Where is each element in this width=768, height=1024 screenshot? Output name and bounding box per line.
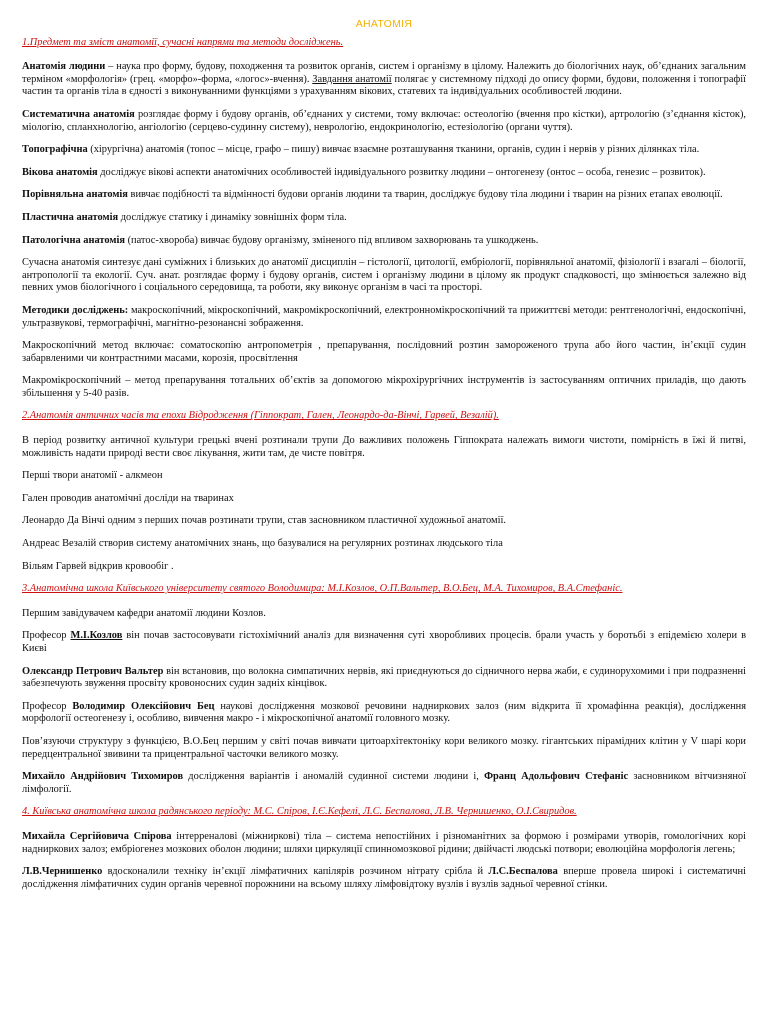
paragraph-text: наукові дослідження мозкової речовини надниркових залоз (ним відкрита її хромафінна реакція), дослідження морфології остеогенезу і, особливо, вивчення макро - і мікроскопічної анатомії головного мозку.: [22, 700, 746, 725]
paragraph: [22, 736, 746, 761]
section-heading: 2.Анатомія античних часів та епохи Відродження (Гіппократ, Гален, Леонардо-да-Вінчі, Гарвей, Везалій).: [22, 410, 499, 422]
paragraph: [22, 235, 746, 248]
paragraph-text: Леонардо Да Вінчі одним з перших почав розтинати трупи, став засновником пластичної художньої анатомії.: [22, 515, 506, 527]
paragraph: [22, 61, 746, 99]
paragraph-text: він встановив, що волокна симпатичних нервів, які приєднуються до сідничного нерва жаби, є судинорухомими і при подразненні забезпечують звуження просвіту кровоносних судин задніх кінцівок.: [22, 665, 747, 690]
paragraph-text-secondary: засновником вітчизняної лімфології.: [22, 771, 746, 795]
paragraph-text: вивчає подібності та відмінності будови органів людини та тварин, досліджує будову тіла людини і тварин на різних етапах еволюції.: [127, 189, 723, 201]
paragraph-text: досліджує вікові аспекти анатомічних особливостей індивідуального розвитку людини – онтогенезу (онтос – особа, генезис – розвиток).: [97, 166, 706, 178]
paragraph: [22, 144, 746, 157]
paragraph-text: він почав застосовувати гістохімічний аналіз для визначення суті хворобливих процесів. брали участь у боротьбі з епідемією холери в Києві: [22, 630, 746, 654]
paragraph-text: Пов’язуючи структуру з функцією, В.О.Бец першим у світі почав вивчати цитоархітектоніку кори великого мозку. гігантських пірамідних клітин у V шарі кори передцентральної звивини та прицентральної часточки великого мозку.: [22, 735, 746, 760]
term-name-secondary: Франц Адольфович Стефаніс: [484, 771, 629, 783]
term-name: Анатомія людини: [22, 61, 106, 73]
term-name: Топографічна: [22, 144, 88, 156]
section-heading: 1.Предмет та зміст анатомії, сучасні напрями та методи досліджень.: [22, 36, 344, 48]
paragraph-text-secondary: полягає у системному підході до опису форми, будови, положення і топографії частин та органів тіла в єдності з виконуванними функціями з урахуванням вікових, статевих та індивідуальних особливостей людини.: [22, 73, 746, 98]
term-name: Вікова анатомія: [22, 166, 98, 178]
paragraph-text: розглядає форму і будову органів, об’єднаних у системи, тому включає: остеологію (вчення про кістки), артрологію (з’єднання кісток), міологію, спланхнологію, ангіологію (серцево-судинну систему), неврологію, ендокринологію, естезіологію (органи чуття).: [22, 108, 747, 133]
paragraph: [22, 538, 746, 551]
term-name: М.І.Козлов: [70, 630, 123, 642]
term-name: Систематична анатомія: [22, 108, 135, 120]
paragraph: [22, 608, 746, 621]
paragraph: [22, 189, 746, 202]
term-name: Пластична анатомія: [22, 211, 119, 223]
term-name: Порівняльна анатомія: [22, 189, 128, 201]
paragraph: [22, 305, 746, 330]
paragraph: [22, 212, 746, 225]
paragraph-prefix: Професор: [22, 700, 73, 712]
paragraph-text: Макромікроскопічний – метод препарування тотальних об’єктів за допомогою мікрохірургічних інструментів із застосуванням оптичних приладів, що дають збільшення у 5-40 разів.: [22, 375, 746, 399]
term-name-secondary: Л.С.Беспалова: [488, 866, 558, 878]
paragraph-text: Сучасна анатомія синтезує дані суміжних і близьких до анатомії дисциплін – гістології, цитології, ембріології, порівняльної анатомії, фізіології і взагалі – біології, антропології та екології. Суч. анат. розглядає форму і будову органів, систем і організму людини в цілому як продукт спадковості, що змінюється залежно від певних умов біологічного і соціального середовища, та роботи, яку виконує організм в часі та просторі.: [22, 257, 746, 294]
paragraph: [22, 515, 746, 528]
paragraph-text: досліджує статику і динаміку зовнішніх форм тіла.: [118, 211, 347, 223]
paragraph-text: Гален проводив анатомічні досліди на тваринах: [22, 492, 234, 504]
term-name: Михайла Сергійовича Спірова: [22, 830, 172, 842]
paragraph: [22, 561, 746, 574]
paragraph-text: Перші твори анатомії - алкмеон: [22, 470, 163, 482]
paragraph: [22, 340, 746, 365]
paragraph: [22, 866, 746, 891]
paragraph: [22, 375, 746, 400]
paragraph: [22, 701, 746, 726]
term-name: Михайло Андрійович Тихомиров: [22, 771, 184, 783]
paragraph-text: (патос-хвороба) вивчає будову організму, зміненого під впливом захворювань та ушкоджень.: [124, 234, 539, 246]
paragraph-text: В період розвитку античної культури грецькі вчені розтинали трупи До важливих положень Гіппократа належать вимоги чистоти, помірність в їжі й питві, можливість надати природі вести своє лікування, жити там, де чисте повітря.: [22, 435, 746, 459]
paragraph-text: (хірургічна) анатомія (топос – місце, графо – пишу) вивчає взаємне розташування тканини, органів, судин і нервів у різних ділянках тіла.: [87, 144, 700, 156]
paragraph: [22, 493, 746, 506]
paragraph-text: Першим завідувачем кафедри анатомії людини Козлов.: [22, 607, 266, 619]
paragraph: [22, 630, 746, 655]
paragraph-prefix: Професор: [22, 630, 71, 642]
section-heading: 4. Київська анатомічна школа радянського періоду: М.С. Спіров, І.Є.Кефелі, Л.С. Беспалова, Л.В. Чернишенко, О.І.Свиридов.: [22, 806, 577, 818]
paragraph-text: інтерреналові (міжниркові) тіла – система непостійних і різноманітних за формою і розмірами утворів, гомологічних корі надниркових залоз; ембріогенез мозкових оболон людини; шляхи циркуляції спинномозкової рідини; двійчасті людські потвори; еволюційна морфологія легень;: [22, 830, 747, 855]
term-name: Олександр Петрович Вальтер: [22, 665, 164, 677]
term-name: Патологічна анатомія: [22, 234, 125, 246]
paragraph-text: дослідження варіантів і аномалій судинної системи людини і,: [183, 771, 485, 783]
paragraph-text: Вільям Гарвей відкрив кровообіг .: [22, 560, 174, 572]
term-name: Методики досліджень:: [22, 304, 129, 316]
paragraph: [22, 470, 746, 483]
paragraph: [22, 257, 746, 295]
section-heading: 3.Анатомічна школа Київського університету святого Володимира: М.І.Козлов, О.П.Вальтер, В.О.Бец, М.А. Тихомиров, В.А.Стефаніс.: [22, 583, 623, 595]
paragraph: [22, 435, 746, 460]
document-body: [22, 37, 746, 892]
paragraph-text: макроскопічний, мікроскопічний, макромікроскопічний, електронномікроскопічний та прижиттєві методи: рентгенологічні, ендоскопічні, ультразвукові, термографічні, магнітно-резонансні зображення.: [22, 304, 746, 329]
term-name: Володимир Олексійович Бец: [72, 700, 215, 712]
document-title: АНАТОМІЯ: [355, 18, 413, 30]
paragraph-text: Макроскопічний метод включає: соматоскопію антропометрія , препарування, послідовний розтин замороженого трупа або його частин, ін’єкції судин забарвленими чи контрастними масами, корозія, просвітлення: [22, 340, 746, 364]
paragraph: [22, 109, 746, 134]
paragraph-text: вдосконалили техніку ін’єкції лімфатичних капілярів розчином нітрату срібла й: [102, 866, 489, 878]
term-name: Л.В.Чернишенко: [22, 866, 103, 878]
paragraph-text: – наука про форму, будову, походження та розвиток органів, систем і організму в цілому. Належить до біологічних наук, об’єднаних загальним терміном «морфологія» (грец. «морфо»-форма, «логос»-вчення).: [22, 61, 746, 85]
paragraph: [22, 831, 746, 856]
paragraph-text: Андреас Везалій створив систему анатомічних знань, що базувалися на регулярних розтинах людського тіла: [22, 538, 503, 550]
paragraph-text-secondary: вперше провела широкі і систематичні дослідження лімфатичних судин органів черевної порожнини на всьому шляху лімфовідтоку вузлів і вузлів задньої черевної стінки.: [22, 866, 746, 890]
paragraph: [22, 771, 746, 796]
term-name-secondary: Завдання анатомії: [312, 73, 392, 85]
paragraph: [22, 167, 746, 180]
paragraph: [22, 666, 746, 691]
